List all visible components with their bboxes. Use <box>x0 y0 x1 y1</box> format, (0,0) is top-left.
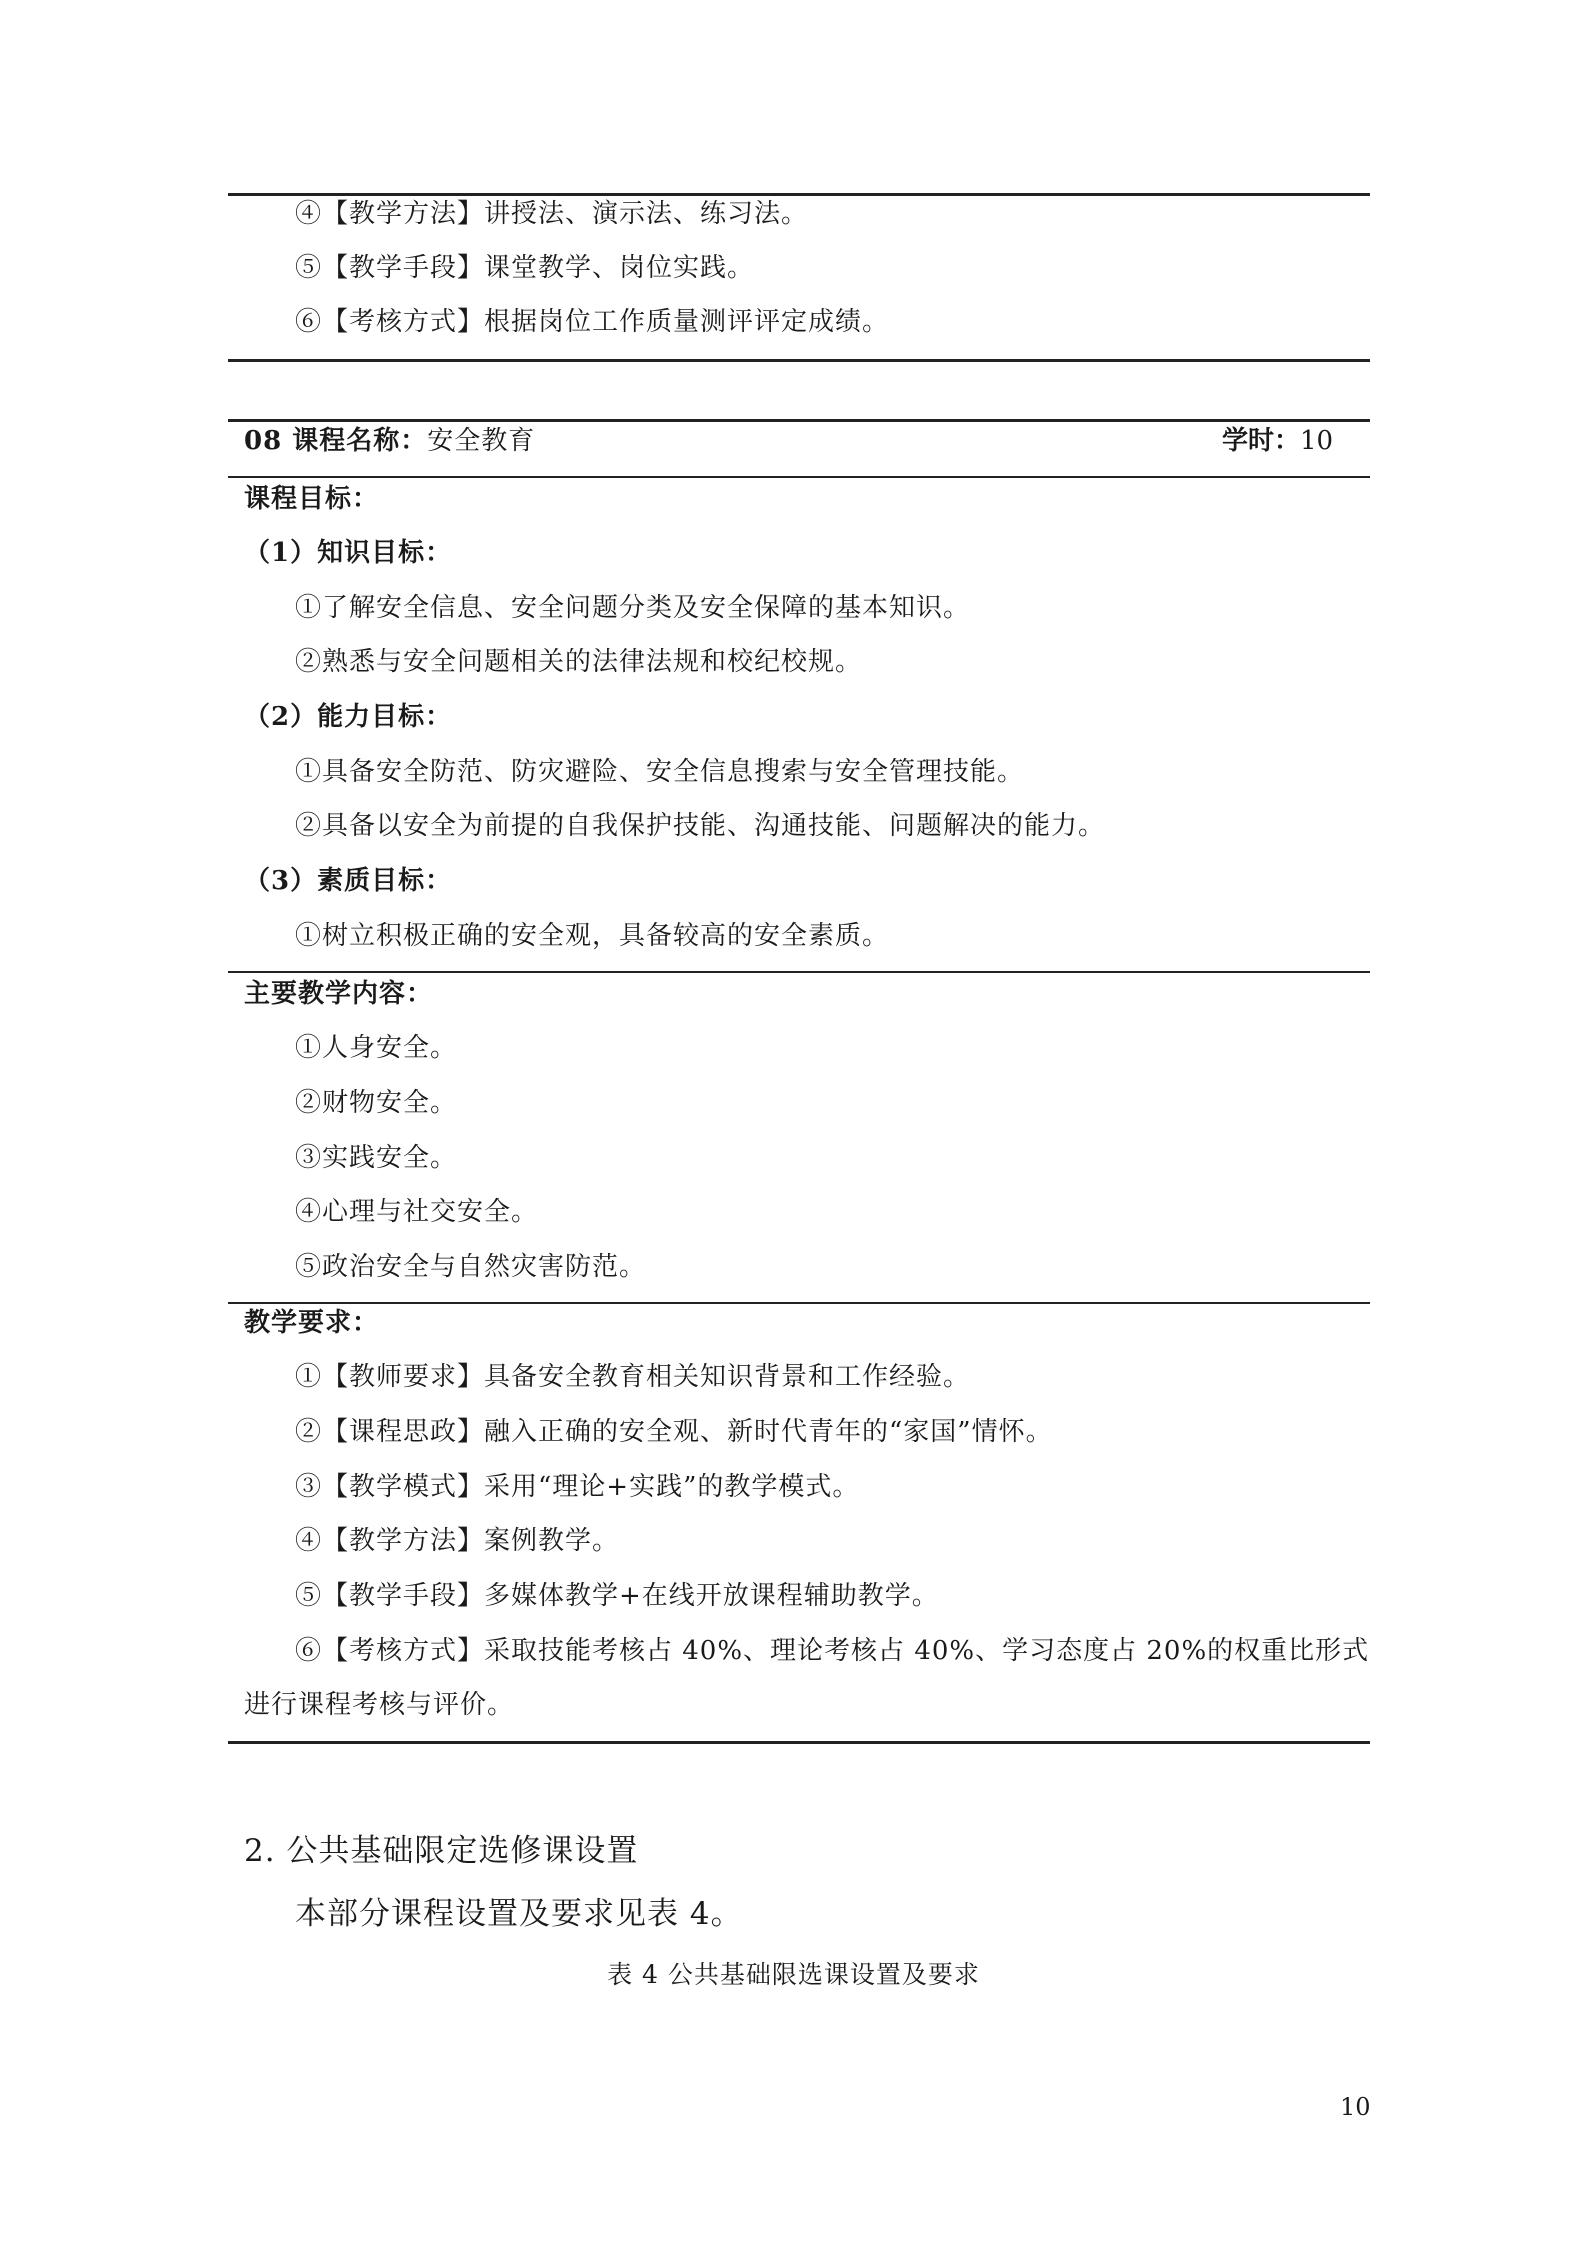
content-item: ③实践安全。 <box>295 1143 458 1173</box>
course-name-value: 安全教育 <box>427 426 536 456</box>
top-line-3: ⑥【考核方式】根据岗位工作质量测评评定成绩。 <box>295 307 890 337</box>
knowledge-heading: （1）知识目标： <box>244 538 453 568</box>
quality-heading: （3）素质目标： <box>244 866 453 896</box>
course-hours-value: 10 <box>1300 426 1334 456</box>
course-table-bottom-rule <box>228 1741 1370 1744</box>
goals-heading: 课程目标： <box>244 484 380 514</box>
table-bottom-rule <box>228 359 1370 362</box>
table-caption: 表 4 公共基础限选课设置及要求 <box>607 1960 980 1989</box>
requirement-item: ③【教学模式】采用“理论+实践”的教学模式。 <box>295 1472 860 1502</box>
section-paragraph: 本部分课程设置及要求见表 4。 <box>295 1896 743 1932</box>
row-divider <box>228 476 1370 478</box>
course-table-top-rule <box>228 419 1370 422</box>
content-item: ④心理与社交安全。 <box>295 1197 539 1227</box>
knowledge-item: ②熟悉与安全问题相关的法律法规和校纪校规。 <box>295 647 863 677</box>
knowledge-item: ①了解安全信息、安全问题分类及安全保障的基本知识。 <box>295 593 971 623</box>
page-number: 10 <box>1340 2093 1371 2121</box>
course-name-label: 08 课程名称： <box>244 426 428 456</box>
top-line-2: ⑤【教学手段】课堂教学、岗位实践。 <box>295 253 755 283</box>
course-name-row <box>244 423 535 459</box>
requirement-item: ⑤【教学手段】多媒体教学+在线开放课程辅助教学。 <box>295 1581 939 1611</box>
section-title: 2. 公共基础限定选修课设置 <box>244 1833 639 1869</box>
course-hours <box>1222 423 1333 459</box>
quality-item: ①树立积极正确的安全观，具备较高的安全素质。 <box>295 921 890 951</box>
requirement-item: ④【教学方法】案例教学。 <box>295 1526 620 1556</box>
requirement-item: ①【教师要求】具备安全教育相关知识背景和工作经验。 <box>295 1362 971 1392</box>
requirements-heading: 教学要求： <box>244 1308 380 1338</box>
content-item: ⑤政治安全与自然灾害防范。 <box>295 1252 647 1282</box>
ability-heading: （2）能力目标： <box>244 702 453 732</box>
course-hours-label: 学时： <box>1222 426 1301 456</box>
content-item: ①人身安全。 <box>295 1033 458 1063</box>
requirement-continuation: 进行课程考核与评价。 <box>244 1690 515 1720</box>
content-item: ②财物安全。 <box>295 1088 458 1118</box>
top-line-1: ④【教学方法】讲授法、演示法、练习法。 <box>295 199 809 229</box>
row-divider <box>228 1302 1370 1304</box>
requirement-item: ②【课程思政】融入正确的安全观、新时代青年的“家国”情怀。 <box>295 1417 1053 1447</box>
ability-item: ②具备以安全为前提的自我保护技能、沟通技能、问题解决的能力。 <box>295 811 1106 841</box>
requirement-item: ⑥【考核方式】采取技能考核占 40%、理论考核占 40%、学习态度占 20%的权重比形式 <box>295 1636 1370 1666</box>
ability-item: ①具备安全防范、防灾避险、安全信息搜索与安全管理技能。 <box>295 757 1025 787</box>
row-divider <box>228 971 1370 973</box>
content-heading: 主要教学内容： <box>244 979 434 1009</box>
